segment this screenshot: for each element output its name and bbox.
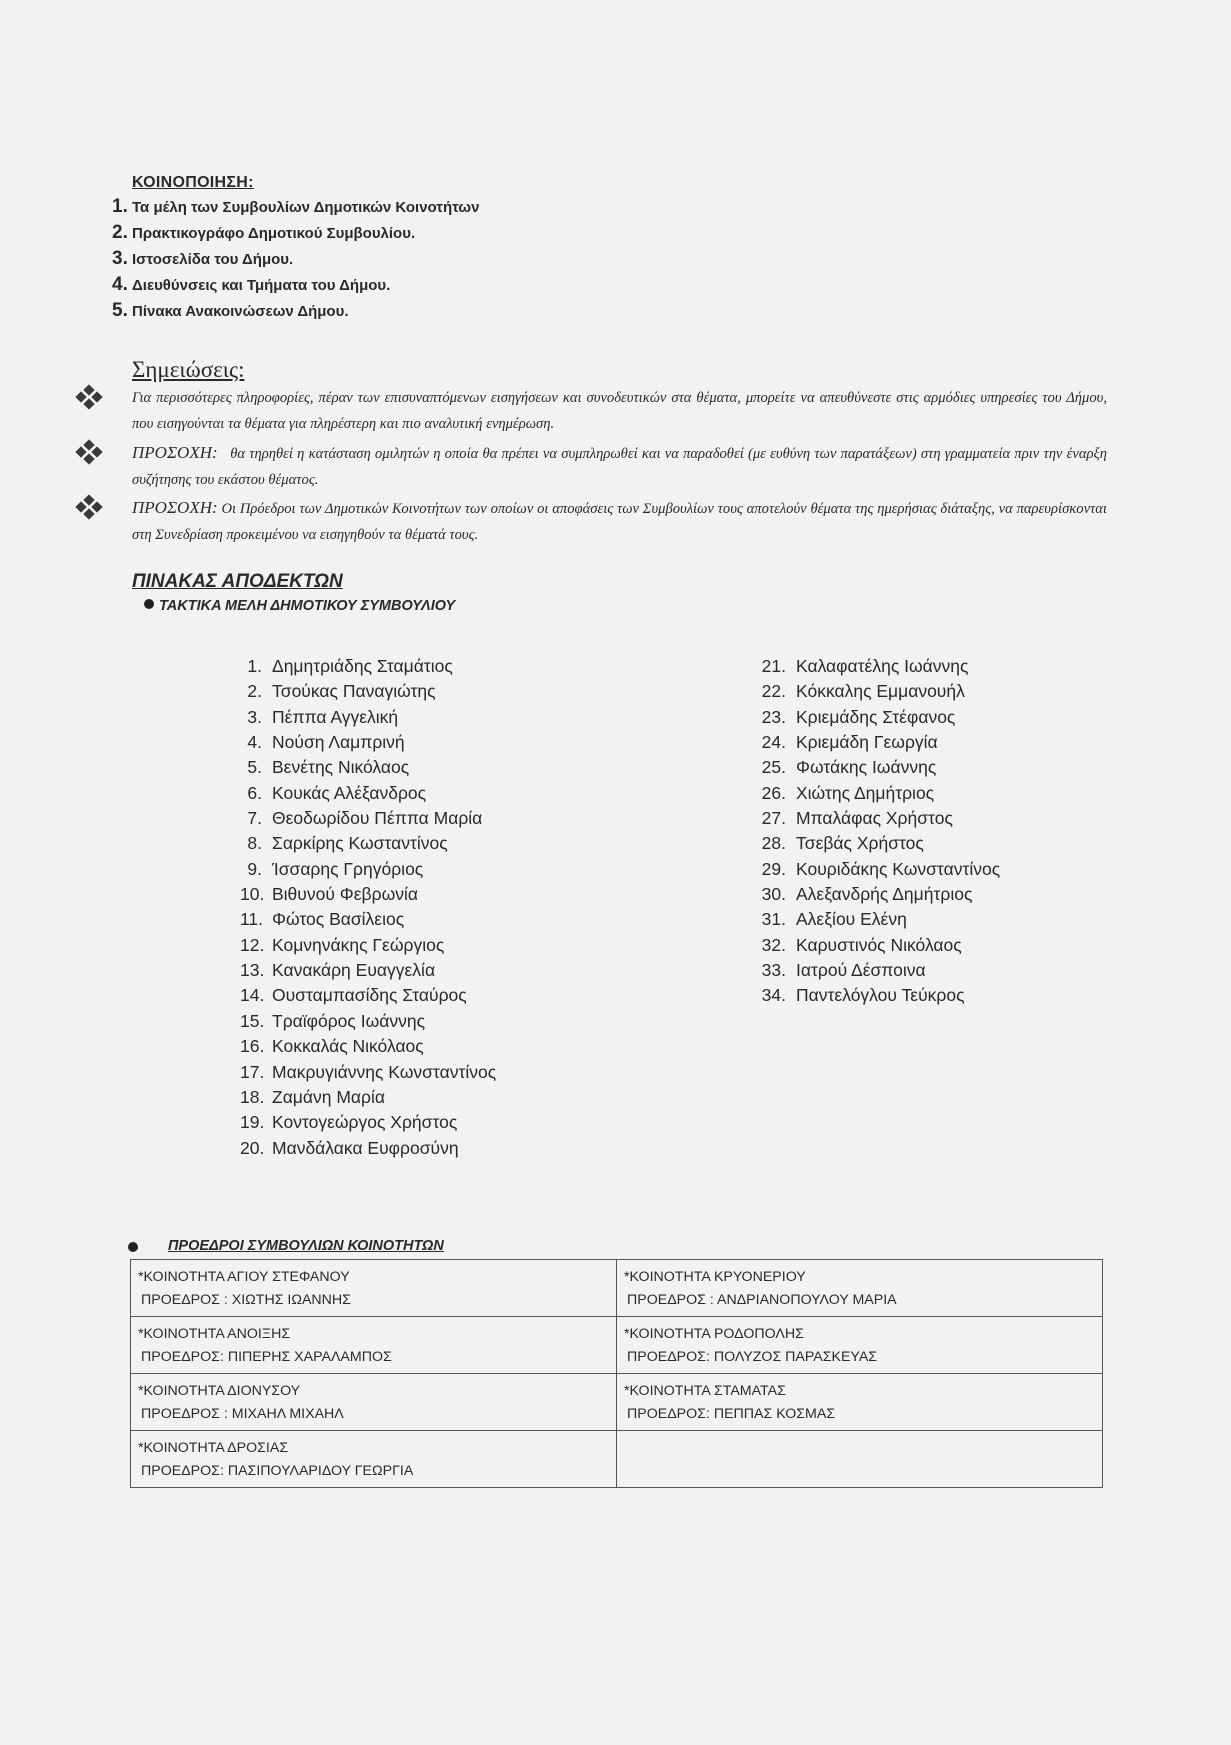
members-list-right [752,656,1000,1011]
table-cell: *ΚΟΙΝΟΤΗΤΑ ΑΝΟΙΞΗΣ ΠΡΟΕΔΡΟΣ: ΠΙΠΕΡΗΣ ΧΑΡΑΛΑΜΠΟΣ [131,1317,617,1374]
members-heading: ΤΑΚΤΙΚΑ ΜΕΛΗ ΔΗΜΟΤΙΚΟΥ ΣΥΜΒΟΥΛΙΟΥ [144,598,455,614]
notification-item: 1. Τα μέλη των Συμβουλίων Δημοτικών Κοινοτήτων [112,196,480,217]
table-cell-empty [617,1431,1103,1488]
list-item: 19. Κοντογεώργος Χρήστος [240,1112,458,1133]
list-item: 22. Κόκκαλης Εμμανουήλ [761,681,965,702]
notification-item: 2. Πρακτικογράφο Δημοτικού Συμβουλίου. [112,222,416,243]
notification-list [112,196,479,326]
table-cell: *ΚΟΙΝΟΤΗΤΑ ΚΡΥΟΝΕΡΙΟΥ ΠΡΟΕΔΡΟΣ : ΑΝΔΡΙΑΝΟΠΟΥΛΟΥ ΜΑΡΙΑ [617,1260,1103,1317]
list-item: 7. Θεοδωρίδου Πέππα Μαρία [247,808,483,829]
list-item: 17. Μακρυγιάννης Κωνσταντίνος [240,1061,497,1082]
list-item: 14. Ουσταμπασίδης Σταύρος [240,985,467,1006]
list-item: 25. Φωτάκης Ιωάννης [761,757,937,778]
list-item: 31. Αλεξίου Ελένη [761,909,907,930]
list-item: 12. Κομνηνάκης Γεώργιος [240,934,445,955]
diamond-bullet-icon [76,441,102,463]
list-item: 16. Κοκκαλάς Νικόλαος [240,1036,424,1057]
list-item: 18. Ζαμάνη Μαρία [240,1086,386,1107]
list-item: 6. Κουκάς Αλέξανδρος [247,782,427,803]
notification-title: ΚΟΙΝΟΠΟΙΗΣΗ: [132,174,254,191]
list-item: 10. Βιθυνού Φεβρωνία [240,884,418,905]
list-item: 9. Ίσσαρης Γρηγόριος [247,858,424,879]
list-item: 5. Βενέτης Νικόλαος [247,757,410,778]
table-row [131,1431,1103,1488]
list-item: 30. Αλεξανδρής Δημήτριος [761,884,973,905]
table-cell: *ΚΟΙΝΟΤΗΤΑ ΡΟΔΟΠΟΛΗΣ ΠΡΟΕΔΡΟΣ: ΠΟΛΥΖΟΣ ΠΑΡΑΣΚΕΥΑΣ [617,1317,1103,1374]
list-item: 3. Πέππα Αγγελική [247,706,399,727]
notification-item: 5. Πίνακα Ανακοινώσεων Δήμου. [112,300,349,321]
members-list-left [240,656,496,1163]
table-row [131,1260,1103,1317]
bullet-dot-icon [144,599,154,609]
list-item: 26. Χιώτης Δημήτριος [761,782,935,803]
table-cell: *ΚΟΙΝΟΤΗΤΑ ΔΙΟΝΥΣΟΥ ΠΡΟΕΔΡΟΣ : ΜΙΧΑΗΛ ΜΙΧΑΗΛ [131,1374,617,1431]
list-item: 33. Ιατρού Δέσποινα [761,960,926,981]
note-item: ΠΡΟΣΟΧΗ: θα τηρηθεί η κατάσταση ομιλητών η οποία θα πρέπει να συμπληρωθεί και να παραδοθεί (με ευθύνη των παρατάξεων) στη γραμματεία πριν την έναρξη συζήτησης του εκάστου θέματος. [132,443,1107,488]
notification-item: 3. Ιστοσελίδα του Δήμου. [112,248,294,269]
diamond-bullet-icon [76,386,102,408]
list-item: 4. Νούση Λαμπρινή [247,732,405,753]
notification-item: 4. Διευθύνσεις και Τμήματα του Δήμου. [112,274,391,295]
table-cell: *ΚΟΙΝΟΤΗΤΑ ΔΡΟΣΙΑΣ ΠΡΟΕΔΡΟΣ: ΠΑΣΙΠΟΥΛΑΡΙΔΟΥ ΓΕΩΡΓΙΑ [131,1431,617,1488]
list-item: 27. Μπαλάφας Χρήστος [761,808,953,829]
notes-title: Σημειώσεις: [132,357,245,382]
list-item: 29. Κουριδάκης Κωνσταντίνος [761,858,1001,879]
note-item: Για περισσότερες πληροφορίες, πέραν των επισυναπτόμενων εισηγήσεων και συνοδευτικών στα θέματα, μπορείτε να απευθύνεστε στις αρμόδιες υπηρεσίες του Δήμου, που εισηγούνται τα θέματα για πληρέστερη και πιο αναλυτική ενημέρωση. [132,390,1107,432]
list-item: 28. Τσεβάς Χρήστος [761,833,924,854]
list-item: 24. Κριεμάδη Γεωργία [761,732,938,753]
list-item: 13. Κανακάρη Ευαγγελία [240,960,436,981]
list-item: 20. Μανδάλακα Ευφροσύνη [240,1137,459,1158]
table-cell: *ΚΟΙΝΟΤΗΤΑ ΑΓΙΟΥ ΣΤΕΦΑΝΟΥ ΠΡΟΕΔΡΟΣ : ΧΙΩΤΗΣ ΙΩΑΝΝΗΣ [131,1260,617,1317]
table-row [131,1317,1103,1374]
list-item: 23. Κριεμάδης Στέφανος [761,706,956,727]
presidents-heading: ΠΡΟΕΔΡΟΙ ΣΥΜΒΟΥΛΙΩΝ ΚΟΙΝΟΤΗΤΩΝ [168,1238,444,1254]
list-item: 8. Σαρκίρης Κωσταντίνος [247,833,448,854]
bullet-dot-icon [128,1242,138,1252]
list-item: 11. Φώτος Βασίλειος [240,909,405,930]
list-item: 1. Δημητριάδης Σταμάτιος [247,656,453,676]
note-item: ΠΡΟΣΟΧΗ: Οι Πρόεδροι των Δημοτικών Κοινοτήτων των οποίων οι αποφάσεις των Συμβουλίων τους αποτελούν θέματα της ημερήσιας διάταξης, να παρευρίσκονται στη Συνεδρίαση προκειμένου να εισηγηθούν τα θέματά τους. [132,498,1107,543]
diamond-bullet-icon [76,496,102,518]
list-item: 2. Τσούκας Παναγιώτης [247,681,436,702]
list-item: 34. Παντελόγλου Τεύκρος [761,985,965,1006]
table-row [131,1374,1103,1431]
list-item: 15. Τραϊφόρος Ιωάννης [240,1010,426,1031]
list-item: 21. Καλαφατέλης Ιωάννης [761,656,969,676]
recipients-title: ΠΙΝΑΚΑΣ ΑΠΟΔΕΚΤΩΝ [132,571,343,592]
list-item: 32. Καρυστινός Νικόλαος [761,934,962,955]
presidents-table [130,1259,1103,1488]
table-cell: *ΚΟΙΝΟΤΗΤΑ ΣΤΑΜΑΤΑΣ ΠΡΟΕΔΡΟΣ: ΠΕΠΠΑΣ ΚΟΣΜΑΣ [617,1374,1103,1431]
